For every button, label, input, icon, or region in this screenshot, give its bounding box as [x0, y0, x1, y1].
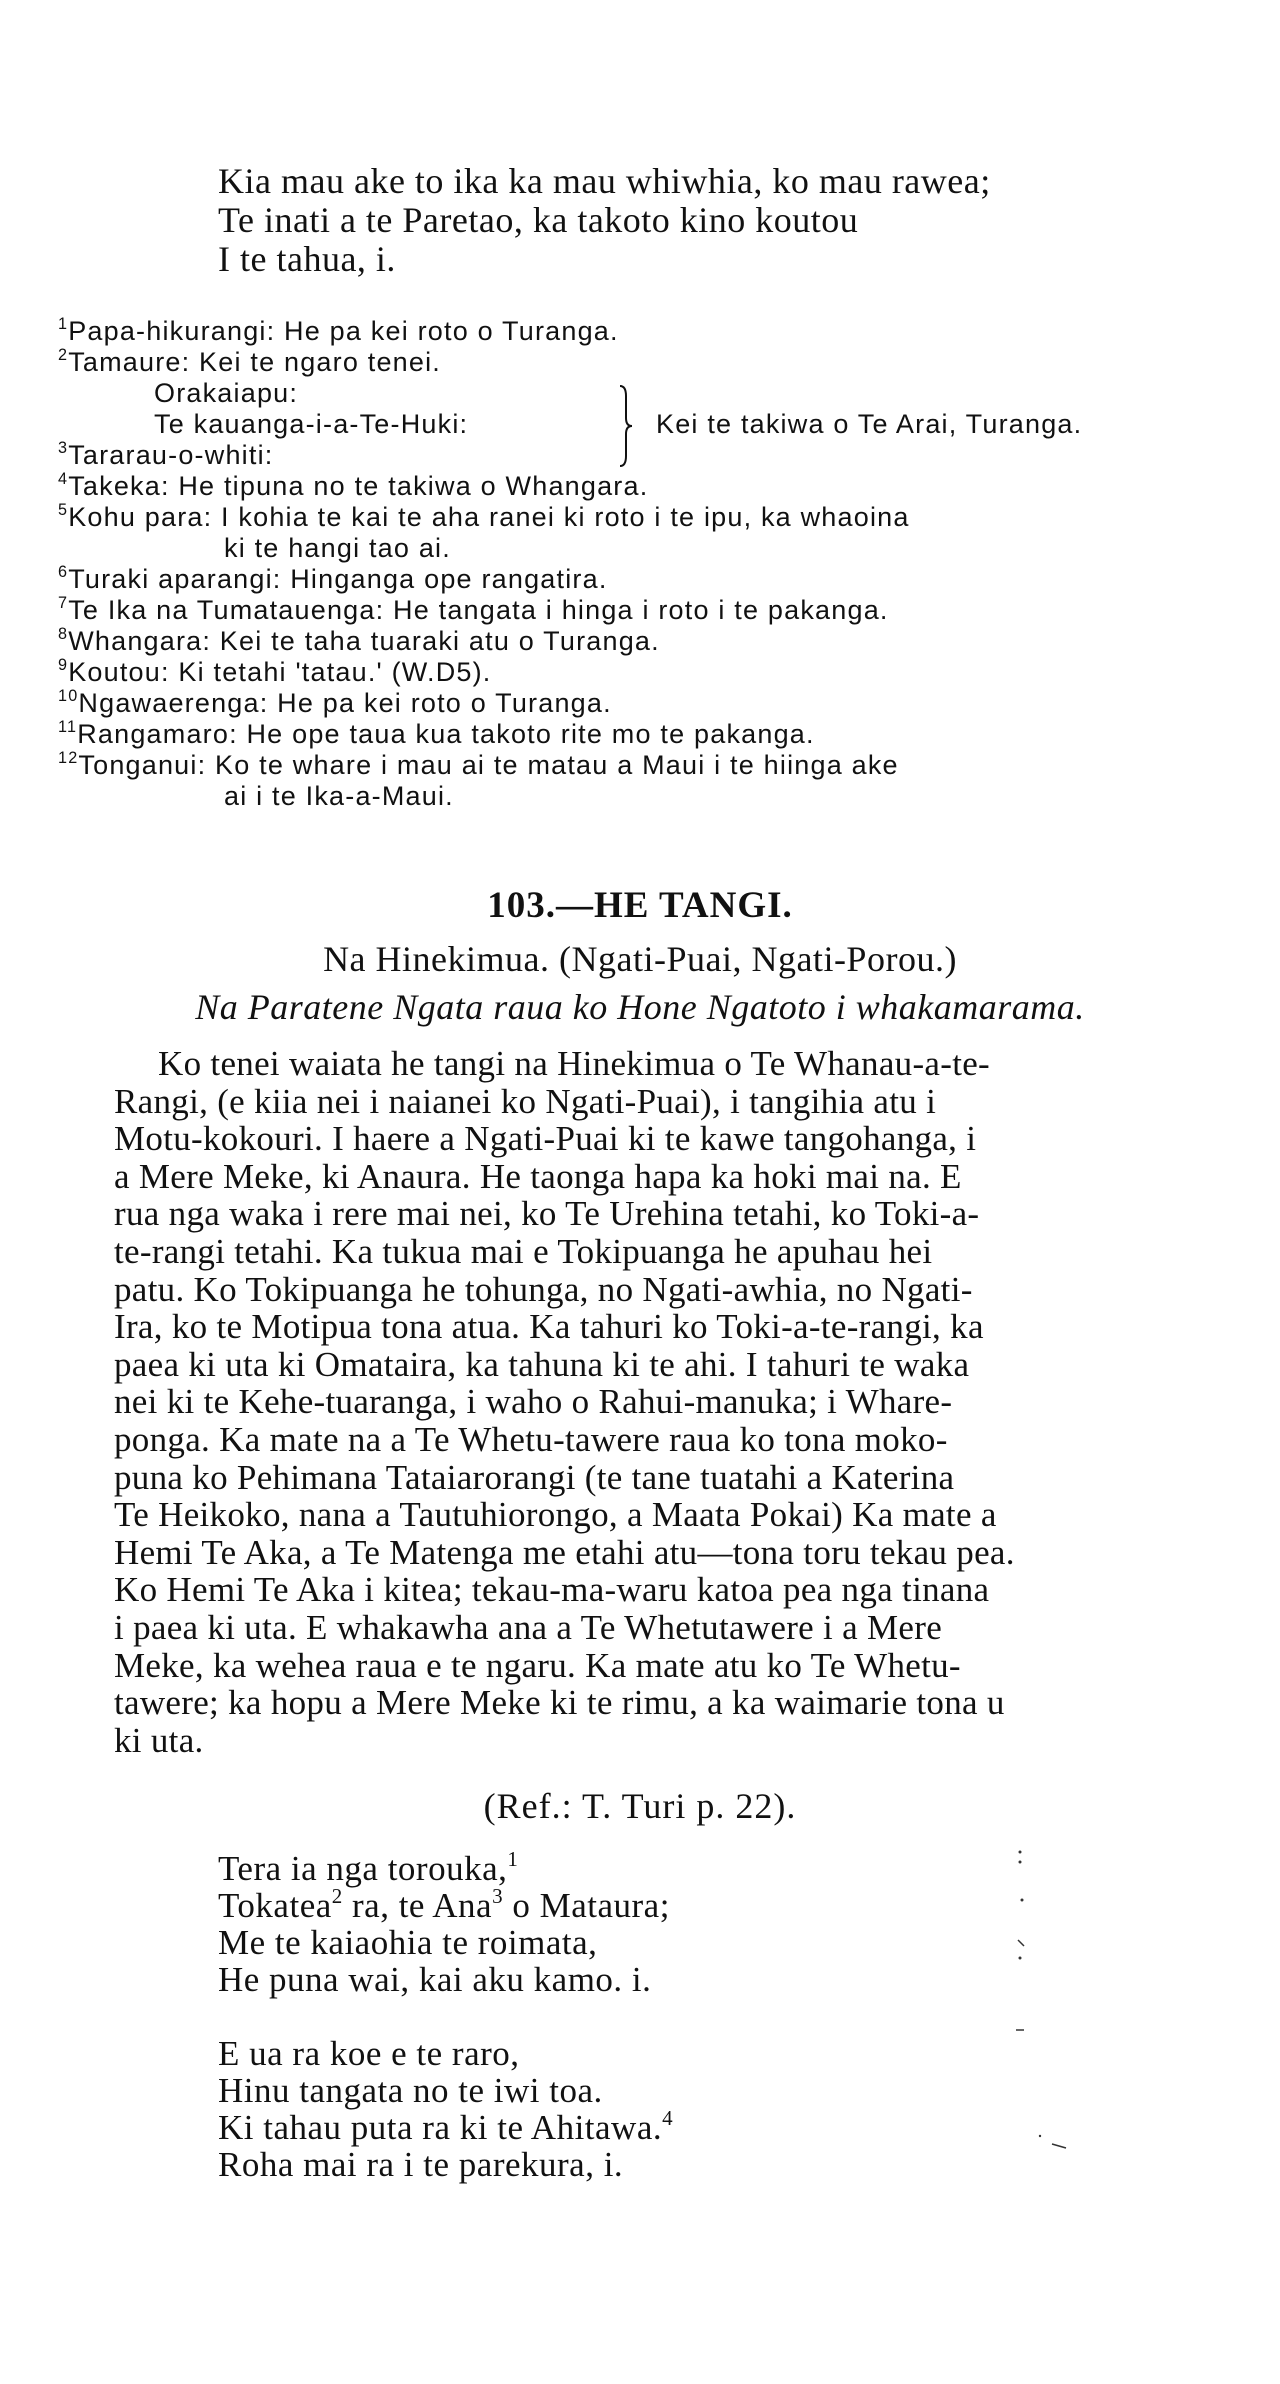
footnote-8: $^8$Whangara: Kei te taha tuaraki atu o Turanga.	[58, 625, 660, 656]
poem-line: Tera ia nga torouka,$^1$	[218, 1847, 519, 1888]
prose-line: ki uta.	[114, 1720, 204, 1760]
poem-line: Ki tahau puta ra ki te Ahitawa.$^4$	[218, 2106, 674, 2147]
prose-line: Motu-kokouri. I haere a Ngati-Puai ki te kawe tangohanga, i	[114, 1119, 977, 1159]
prose-line: a Mere Meke, ki Anaura. He taonga hapa ka hoki mai na. E	[114, 1156, 962, 1196]
prose-line: nei ki te Kehe-tuaranga, i waho o Rahui-manuka; i Whare-	[114, 1382, 953, 1422]
footnote-10: $^{10}$Ngawaerenga: He pa kei roto o Turanga.	[58, 687, 612, 718]
poem-line: E ua ra koe e te raro,	[218, 2034, 520, 2073]
top-poem-stanza	[218, 162, 1198, 279]
footnote-bracket-line: Orakaiapu:	[154, 378, 299, 408]
poem-line: Me te kaiaohia te roimata,	[218, 1923, 598, 1962]
poem-line: Te inati a te Paretao, ka takoto kino koutou	[218, 200, 859, 240]
footnote-7: $^7$Te Ika na Tumatauenga: He tangata i hinga i roto i te pakanga.	[58, 594, 889, 625]
poem-line: I te tahua, i.	[218, 239, 396, 279]
prose-line: rua nga waka i rere mai nei, ko Te Urehina tetahi, ko Toki-a-	[114, 1194, 980, 1234]
prose-line: Ko Hemi Te Aka i kitea; tekau-ma-waru katoa pea nga tinana	[114, 1570, 990, 1610]
section-title: 103.—HE TANGI.	[487, 885, 793, 926]
footnote-5: $^5$Kohu para: I kohia te kai te aha ranei ki roto i te ipu, ka whaoina ki te hangi tao ai.	[58, 501, 910, 563]
prose-line: Hemi Te Aka, a Te Matenga me etahi atu—tona toru tekau pea.	[114, 1532, 1015, 1572]
poem-line: Tokatea$^2$ ra, te Ana$^3$ o Mataura;	[218, 1884, 670, 1925]
footnote-6: $^6$Turaki aparangi: Hinganga ope rangatira.	[58, 563, 608, 594]
poem-line: He puna wai, kai aku kamo. i.	[218, 1960, 652, 1999]
prose-line: ponga. Ka mate na a Te Whetu-tawere raua ko tona moko-	[114, 1419, 948, 1459]
footnote-bracket-line: Te kauanga-i-a-Te-Huki:	[154, 409, 469, 439]
footnote-11: $^{11}$Rangamaro: He ope taua kua takoto rite mo te pakanga.	[58, 718, 815, 749]
prose-line: te-rangi tetahi. Ka tukua mai e Tokipuanga he apuhau hei	[114, 1231, 933, 1271]
prose-line: Rangi, (e kiia nei i naianei ko Ngati-Puai), i tangihia atu i	[114, 1081, 937, 1121]
footnotes	[58, 316, 1198, 812]
prose-line: Te Heikoko, nana a Tautuhiorongo, a Maata Pokai) Ka mate a	[114, 1495, 997, 1535]
prose-line: Meke, ka wehea raua e te ngaru. Ka mate atu ko Te Whetu-	[114, 1645, 961, 1685]
prose-line: Ko tenei waiata he tangi na Hinekimua o Te Whanau-a-te-	[158, 1044, 991, 1083]
footnote-bracket-text: Kei te takiwa o Te Arai, Turanga.	[656, 409, 1083, 439]
prose-line: patu. Ko Tokipuanga he tohunga, no Ngati-awhia, no Ngati-	[114, 1269, 973, 1309]
prose-line: paea ki uta ki Omataira, ka tahuna ki te ahi. I tahuri te waka	[114, 1344, 970, 1384]
poem-line: Roha mai ra i te parekura, i.	[218, 2145, 624, 2184]
footnote-2: $^2$Tamaure: Kei te ngaro tenei.	[58, 346, 442, 377]
prose-line: tawere; ka hopu a Mere Meke ki te rimu, a ka waimarie tona u	[114, 1683, 1005, 1723]
footnote-1: $^1$Papa-hikurangi: He pa kei roto o Turanga.	[58, 315, 619, 346]
footnote-3: $^3$Tararau-o-whiti:	[58, 439, 274, 470]
poem-stanza	[218, 2035, 1118, 2183]
poem	[218, 1847, 1118, 2220]
section-attribution: Na Hinekimua. (Ngati-Puai, Ngati-Porou.)	[323, 939, 957, 979]
scan-marks	[1000, 1840, 1080, 2170]
footnote-3-group	[58, 378, 1198, 471]
prose-line: Ira, ko te Motipua tona atua. Ka tahuri ko Toki-a-te-rangi, ka	[114, 1307, 984, 1347]
prose-paragraph	[114, 1045, 1184, 1759]
reference-line: (Ref.: T. Turi p. 22).	[483, 1786, 797, 1826]
poem-line: Hinu tangata no te iwi toa.	[218, 2071, 603, 2110]
footnote-4: $^4$Takeka: He tipuna no te takiwa o Whangara.	[58, 470, 649, 501]
prose-line: puna ko Pehimana Tataiarorangi (te tane tuatahi a Katerina	[114, 1457, 955, 1497]
section-byline: Na Paratene Ngata raua ko Hone Ngatoto i whakamarama.	[195, 987, 1085, 1027]
poem-stanza	[218, 1847, 1118, 1999]
footnote-12: $^{12}$Tonganui: Ko te whare i mau ai te matau a Maui i te hiinga ake ai i te Ika-a-Maui.	[58, 749, 899, 811]
poem-line: Kia mau ake to ika ka mau whiwhia, ko mau rawea;	[218, 161, 991, 201]
brace-icon	[618, 384, 634, 468]
footnote-9: $^9$Koutou: Ki tetahi 'tatau.' (W.D5).	[58, 656, 492, 687]
prose-line: i paea ki uta. E whakawha ana a Te Whetutawere i a Mere	[114, 1607, 943, 1647]
